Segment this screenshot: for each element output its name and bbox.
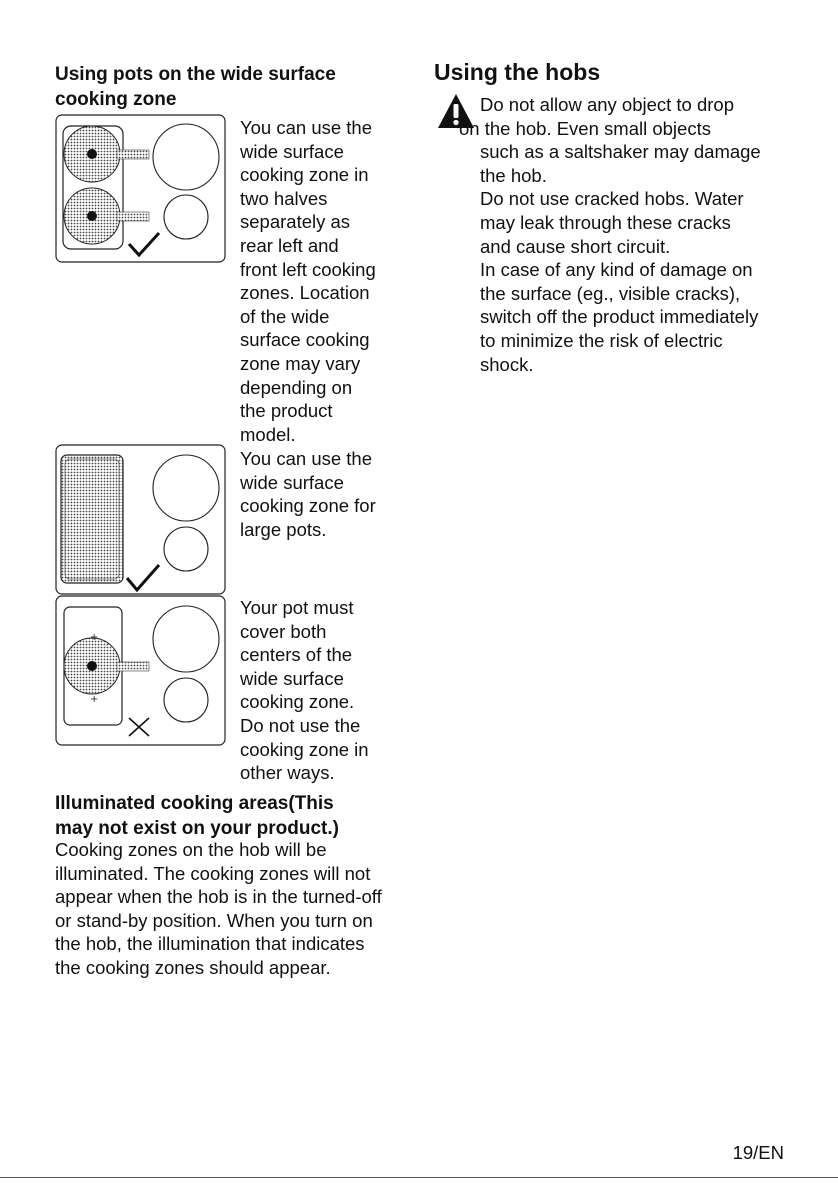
hob-diagram-two-halves (55, 114, 227, 265)
section2-title: Illuminated cooking areas(This may not exist on your product.) (55, 793, 339, 839)
warning-text: Do not allow any object to drop on the hob. Even small objects such as a saltshaker may damage the hob. Do not use cracked hobs. Water may leak through these cracks and cause short circuit. In case of any kind of damage on the surface (eg., visible cracks), switch off the product immediately to minimize the risk of electric shock. (459, 94, 761, 375)
svg-text:+: + (90, 694, 99, 705)
text-cover-centers: Your pot must cover both centers of the wide surface cooking zone. Do not use the cooking zone in other ways. (240, 597, 369, 784)
page-number: 19/EN (732, 1142, 784, 1163)
hob-diagram-wrong-use (55, 595, 227, 747)
illumination-paragraph: Cooking zones on the hob will be illuminated. The cooking zones will not appear when the hob is in the turned-off or stand-by position. When you turn on the hob, the illumination that indicates the cooking zones should appear. (55, 839, 382, 978)
text-large-pots: You can use the wide surface cooking zone for large pots. (240, 448, 376, 540)
page-title: Using the hobs (434, 59, 601, 85)
text-two-halves: You can use the wide surface cooking zone in two halves separately as rear left and front left cooking zones. Location of the wide surface cooking zone may vary depending on the product model. (240, 117, 376, 445)
footer-divider (0, 1177, 838, 1178)
svg-text:+: + (90, 632, 99, 643)
section1-title: Using pots on the wide surface cooking zone (55, 64, 336, 110)
hob-diagram-large-pot (55, 444, 227, 596)
